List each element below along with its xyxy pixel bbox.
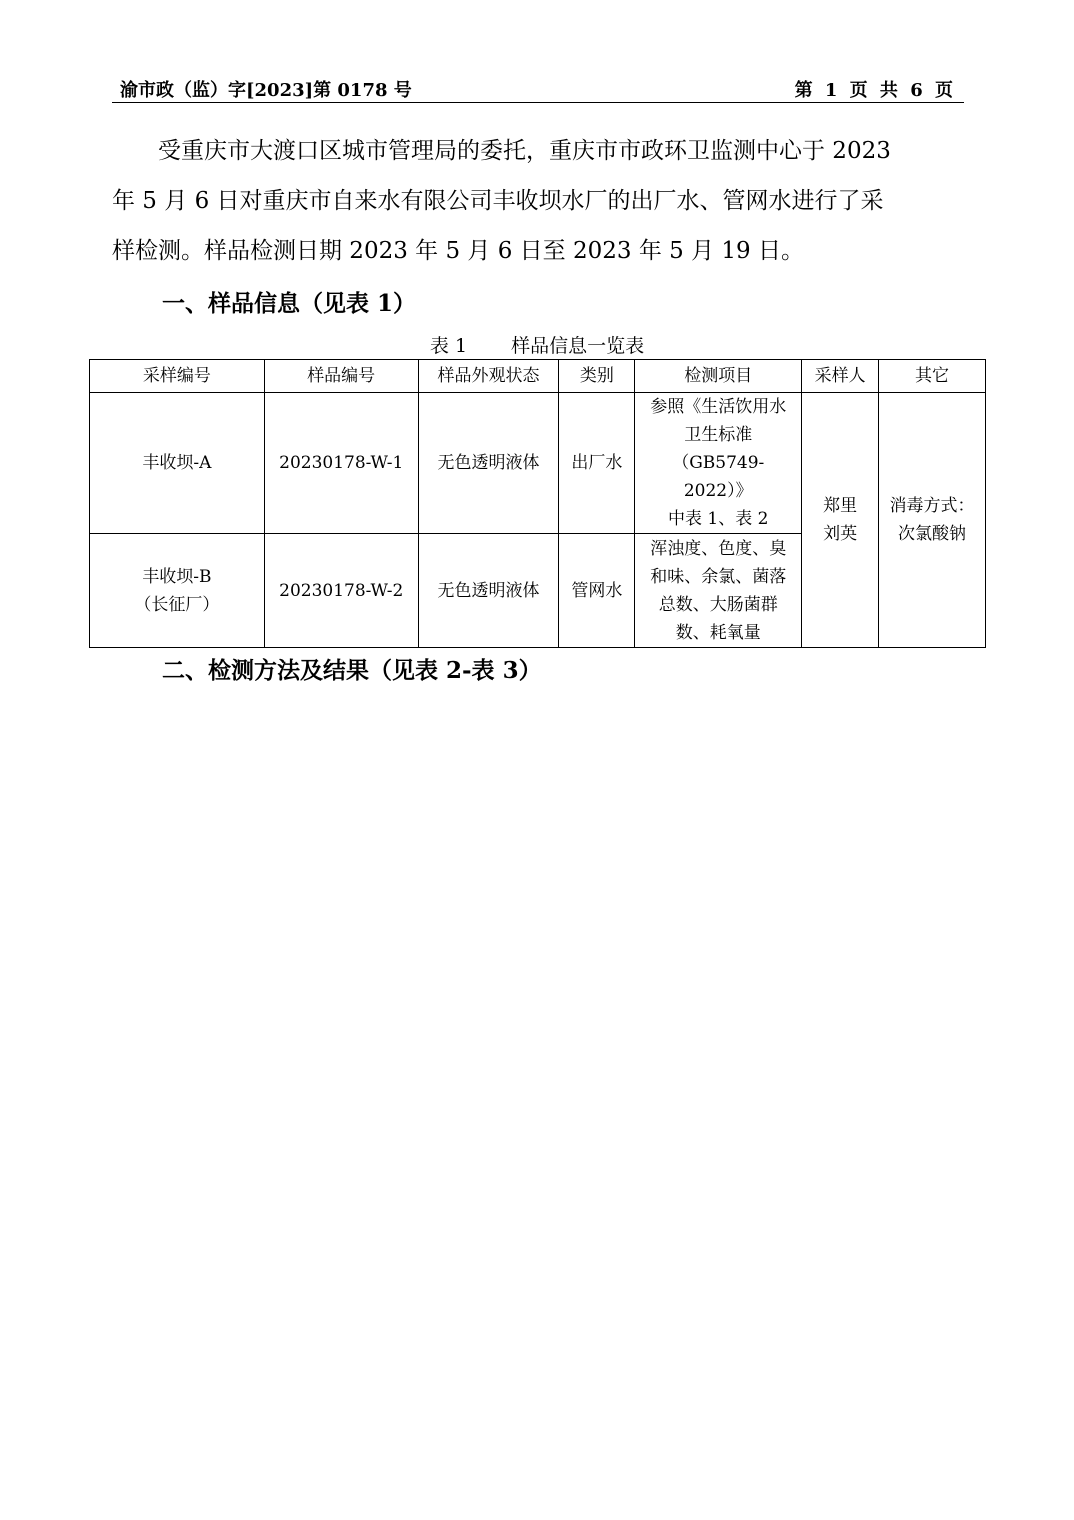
table-row	[90, 393, 986, 534]
page-indicator: 第 1 页 共 6 页	[794, 80, 956, 101]
appearance-cell: 无色透明液体	[418, 534, 559, 648]
intro-line-2: 年 5 月 6 日对重庆市自来水有限公司丰收坝水厂的出厂水、管网水进行了采	[112, 188, 884, 214]
sample-info-table	[89, 359, 986, 648]
test-items-cell: 参照《生活饮用水 卫生标准 （GB5749-2022）》 中表 1、表 2	[635, 393, 802, 534]
column-header: 采样人	[802, 360, 879, 393]
section-2-heading: 二、检测方法及结果（见表 2-表 3）	[162, 657, 542, 684]
page-header	[112, 74, 964, 103]
intro-line-1: 受重庆市大渡口区城市管理局的委托，重庆市市政环卫监测中心于 2023	[112, 138, 891, 164]
sampling-id-cell: 丰收坝-A	[90, 393, 265, 534]
column-header: 检测项目	[635, 360, 802, 393]
column-header: 采样编号	[90, 360, 265, 393]
other-cell: 消毒方式： 次氯酸钠	[879, 393, 986, 648]
sampler-cell: 郑里 刘英	[802, 393, 879, 648]
category-cell: 出厂水	[559, 393, 635, 534]
document-number: 渝市政（监）字[2023]第 0178 号	[120, 80, 412, 101]
intro-line-3: 样检测。样品检测日期 2023 年 5 月 6 日至 2023 年 5 月 19 日。	[112, 238, 804, 264]
sample-id-cell: 20230178-W-2	[264, 534, 418, 648]
column-header: 类别	[559, 360, 635, 393]
sample-id-cell: 20230178-W-1	[264, 393, 418, 534]
test-items-cell: 浑浊度、色度、臭 和味、余氯、菌落 总数、大肠菌群 数、耗氧量	[635, 534, 802, 648]
column-header: 其它	[879, 360, 986, 393]
column-header: 样品外观状态	[418, 360, 559, 393]
table-caption: 表 1 样品信息一览表	[429, 335, 645, 357]
column-header: 样品编号	[264, 360, 418, 393]
appearance-cell: 无色透明液体	[418, 393, 559, 534]
sampling-id-cell: 丰收坝-B （长征厂）	[90, 534, 265, 648]
section-1-heading: 一、样品信息（见表 1）	[162, 290, 417, 317]
category-cell: 管网水	[559, 534, 635, 648]
table-header-row	[90, 360, 986, 393]
